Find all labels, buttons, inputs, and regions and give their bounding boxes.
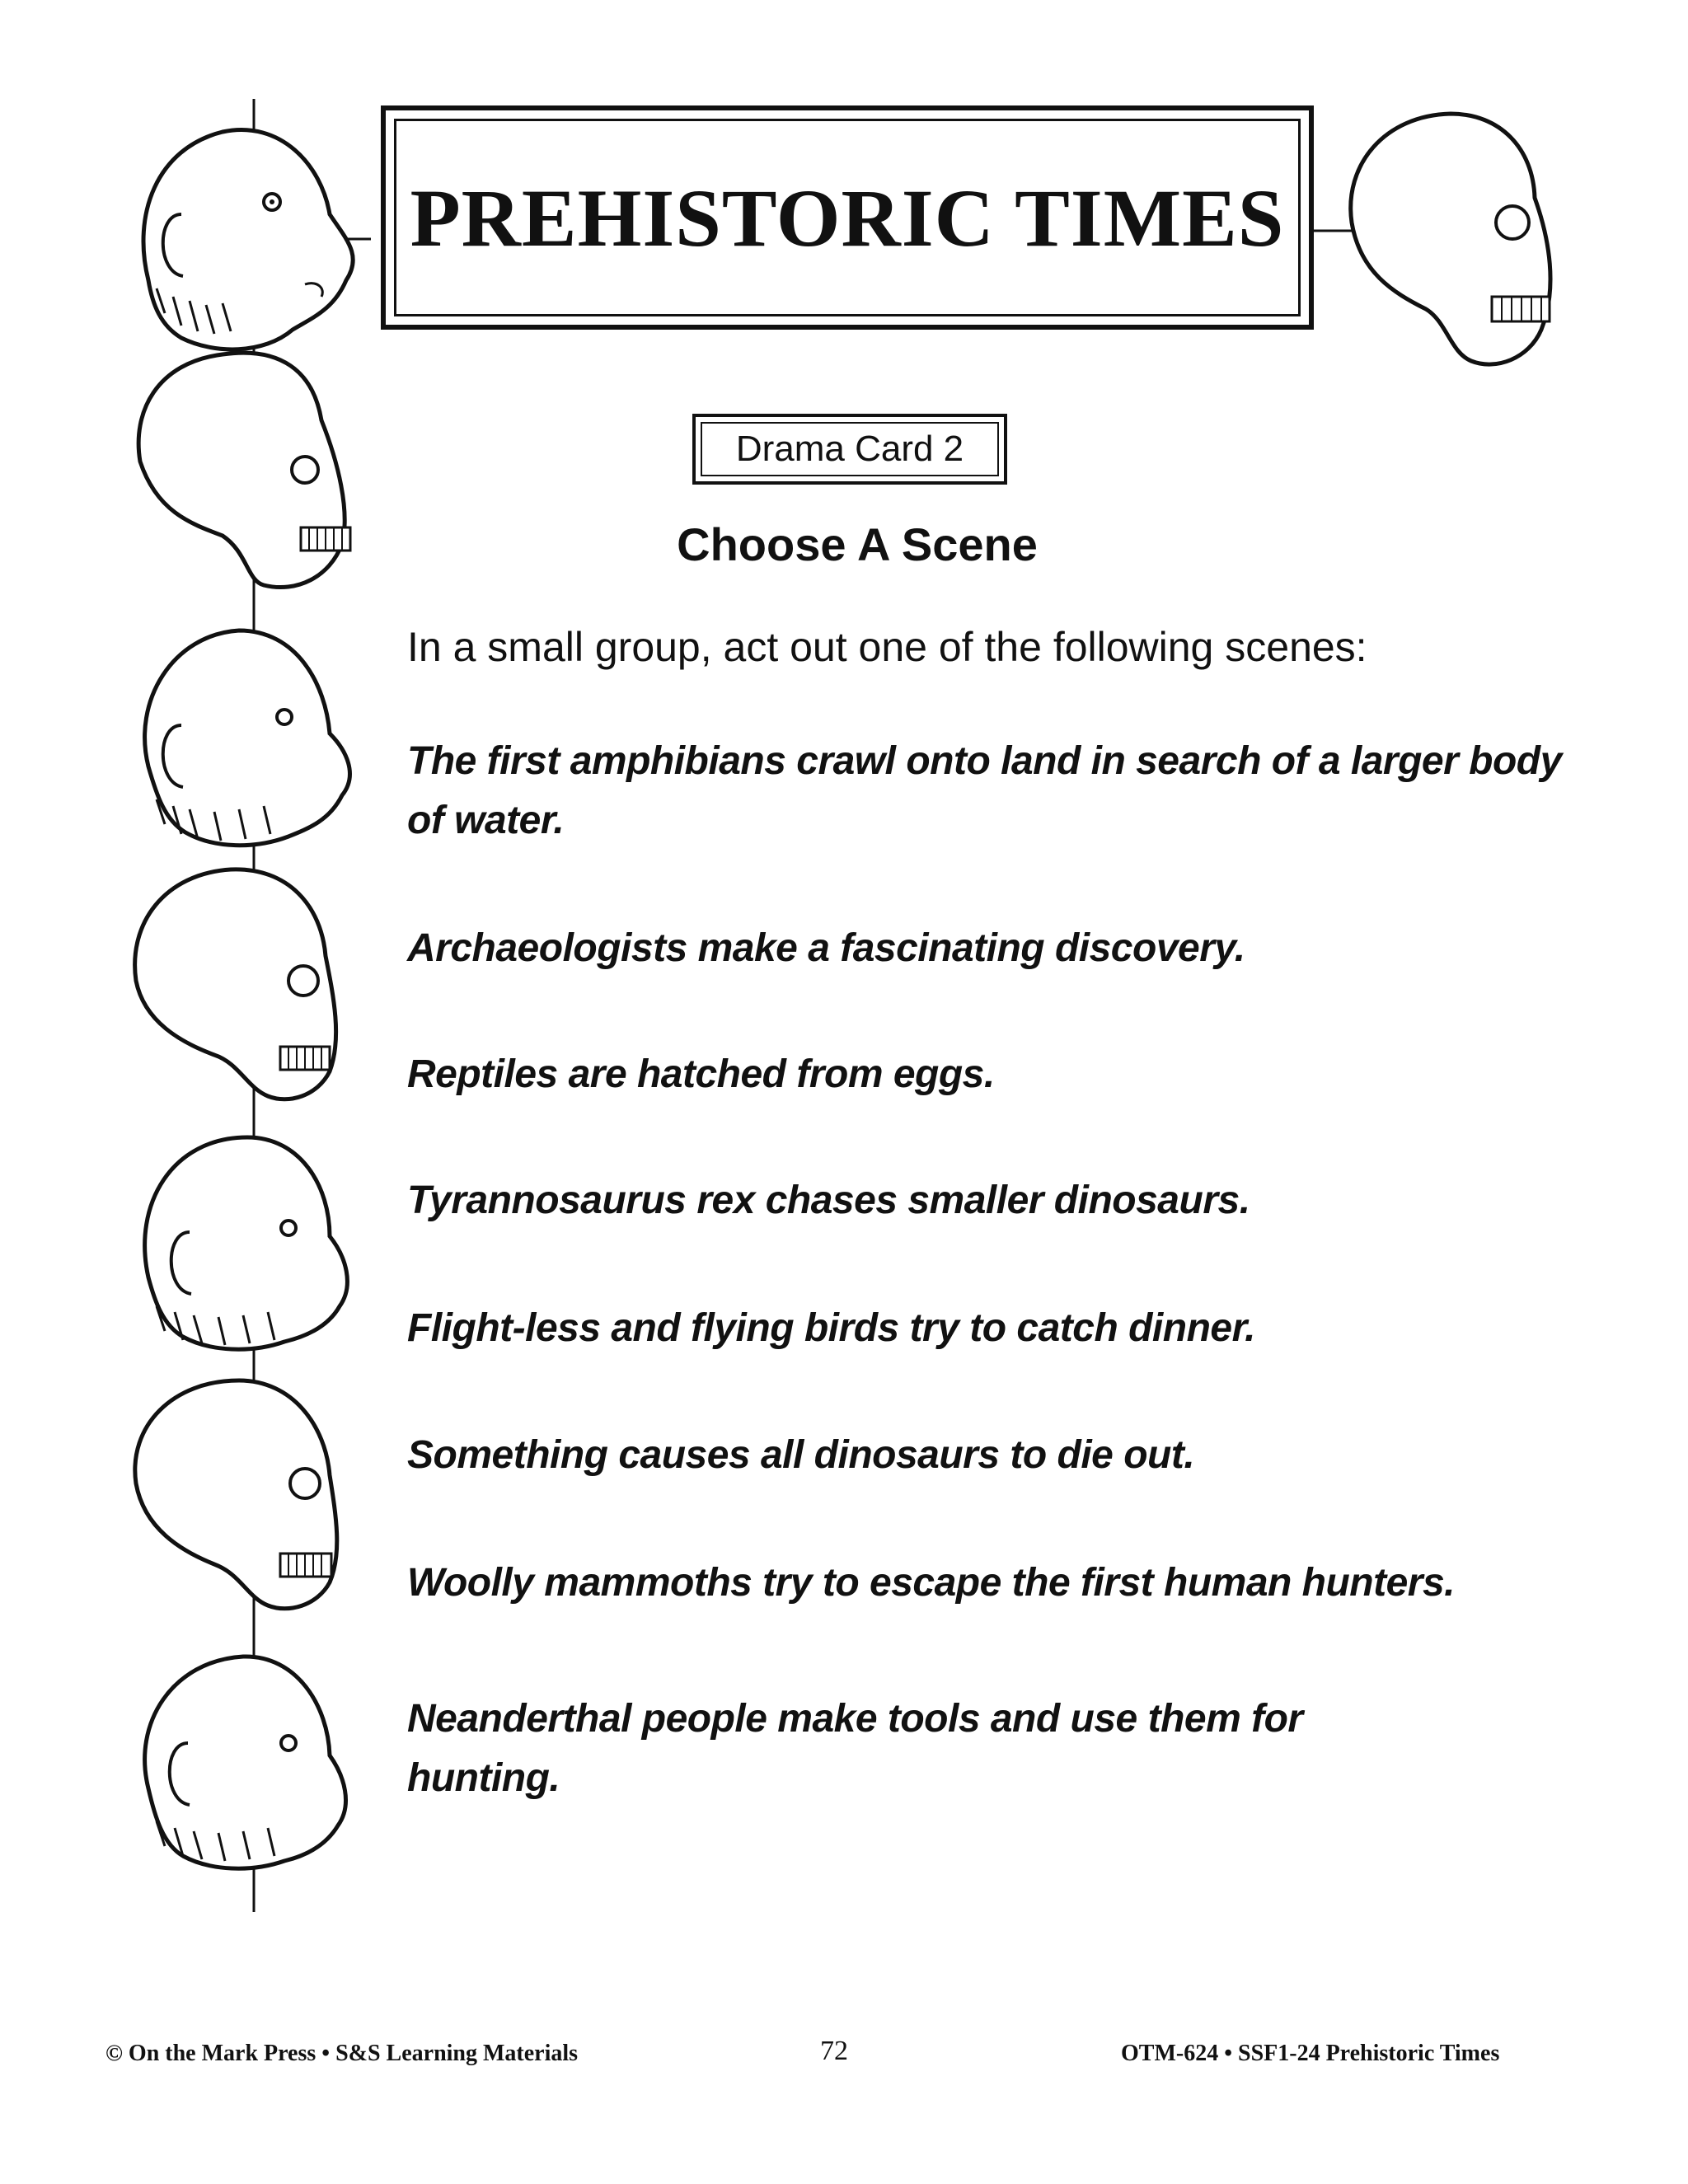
skull-icon [135,869,336,1099]
title-box [381,105,1314,330]
drama-card-text: Drama Card 2 [735,429,964,469]
scene-item: The first amphibians crawl onto land in search of a larger body of water. [407,739,1562,842]
page-title: PREHISTORIC TIMES [410,171,1285,264]
scene-item: Tyrannosaurus rex chases smaller dinosaurs. [407,1179,1250,1222]
scene-item: Archaeologists make a fascinating discovery. [407,926,1245,970]
scene-item: Something causes all dinosaurs to die out. [407,1433,1195,1477]
scene-item: Neanderthal people make tools and use them for hunting. [407,1697,1303,1800]
drama-card-label [692,414,1007,485]
hominid-head-icon [145,1137,348,1349]
instructions: In a small group, act out one of the following scenes: [407,624,1367,670]
hominid-head-icon [145,630,350,846]
section-heading: Choose A Scene [677,518,1038,570]
hominid-head-icon [145,1657,346,1868]
scene-item: Reptiles are hatched from eggs. [407,1052,995,1096]
hominid-head-icon [143,130,353,349]
skull-icon [138,353,350,587]
scene-item: Flight-less and flying birds try to catch dinner. [407,1306,1255,1350]
footer-copyright: © On the Mark Press • S&S Learning Materials [106,2041,579,2066]
page-number: 72 [820,2036,848,2066]
footer-product-code: OTM-624 • SSF1-24 Prehistoric Times [1121,2041,1500,2066]
hominid-evolution-column [124,99,371,1953]
skull-icon [1311,99,1558,379]
scene-item: Woolly mammoths try to escape the first human hunters. [407,1561,1456,1605]
skull-icon [135,1380,337,1609]
